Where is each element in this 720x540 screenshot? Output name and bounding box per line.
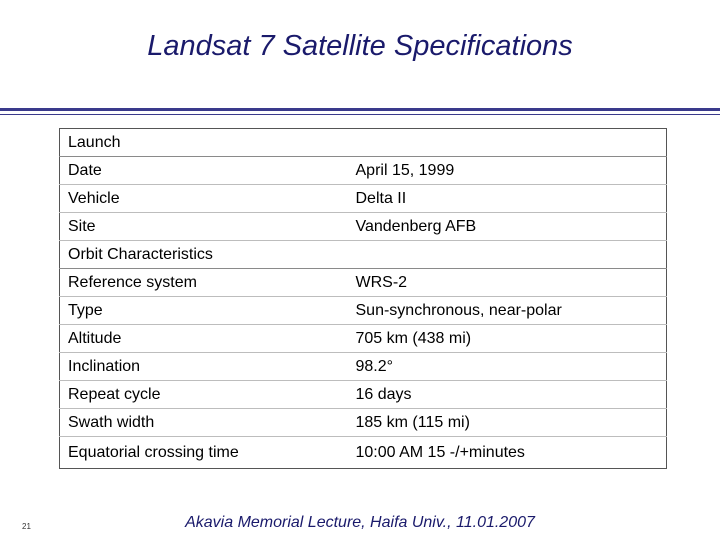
row-value: 10:00 AM 15 -/+minutes <box>355 443 525 461</box>
table-row <box>60 325 667 353</box>
row-value: Vandenberg AFB <box>348 213 667 241</box>
specifications-table <box>59 128 667 469</box>
footer-text: Akavia Memorial Lecture, Haifa Univ., 11.01.2007 <box>185 514 535 531</box>
row-value: 98.2° <box>348 353 667 381</box>
row-key: Vehicle <box>60 185 348 213</box>
row-key: Site <box>60 213 348 241</box>
title-divider-thin <box>0 114 720 115</box>
table-row <box>60 297 667 325</box>
row-value: 185 km (115 mi) <box>348 409 667 437</box>
row-key: Date <box>60 157 348 185</box>
table-row <box>60 409 667 437</box>
row-key: Equatorial crossing time <box>68 443 239 461</box>
slide-title: Landsat 7 Satellite Specifications <box>147 30 573 62</box>
table-row <box>60 437 667 469</box>
table-row <box>60 353 667 381</box>
table-row <box>60 381 667 409</box>
section-header-orbit <box>60 241 667 269</box>
table-row <box>60 269 667 297</box>
section-heading: Orbit Characteristics <box>60 241 667 269</box>
row-key: Type <box>60 297 348 325</box>
row-value: Sun-synchronous, near-polar <box>348 297 667 325</box>
row-key: Repeat cycle <box>60 381 348 409</box>
table-row <box>60 185 667 213</box>
row-value: WRS-2 <box>348 269 667 297</box>
page-number: 21 <box>22 522 31 531</box>
row-key: Reference system <box>60 269 348 297</box>
row-value: 16 days <box>348 381 667 409</box>
row-key: Altitude <box>60 325 348 353</box>
row-key: Swath width <box>60 409 348 437</box>
table-row <box>60 213 667 241</box>
title-divider <box>0 108 720 111</box>
section-heading: Launch <box>60 129 667 157</box>
row-key: Inclination <box>60 353 348 381</box>
row-value: April 15, 1999 <box>348 157 667 185</box>
row-value: 705 km (438 mi) <box>348 325 667 353</box>
section-header-launch <box>60 129 667 157</box>
table-row <box>60 157 667 185</box>
row-value: Delta II <box>348 185 667 213</box>
